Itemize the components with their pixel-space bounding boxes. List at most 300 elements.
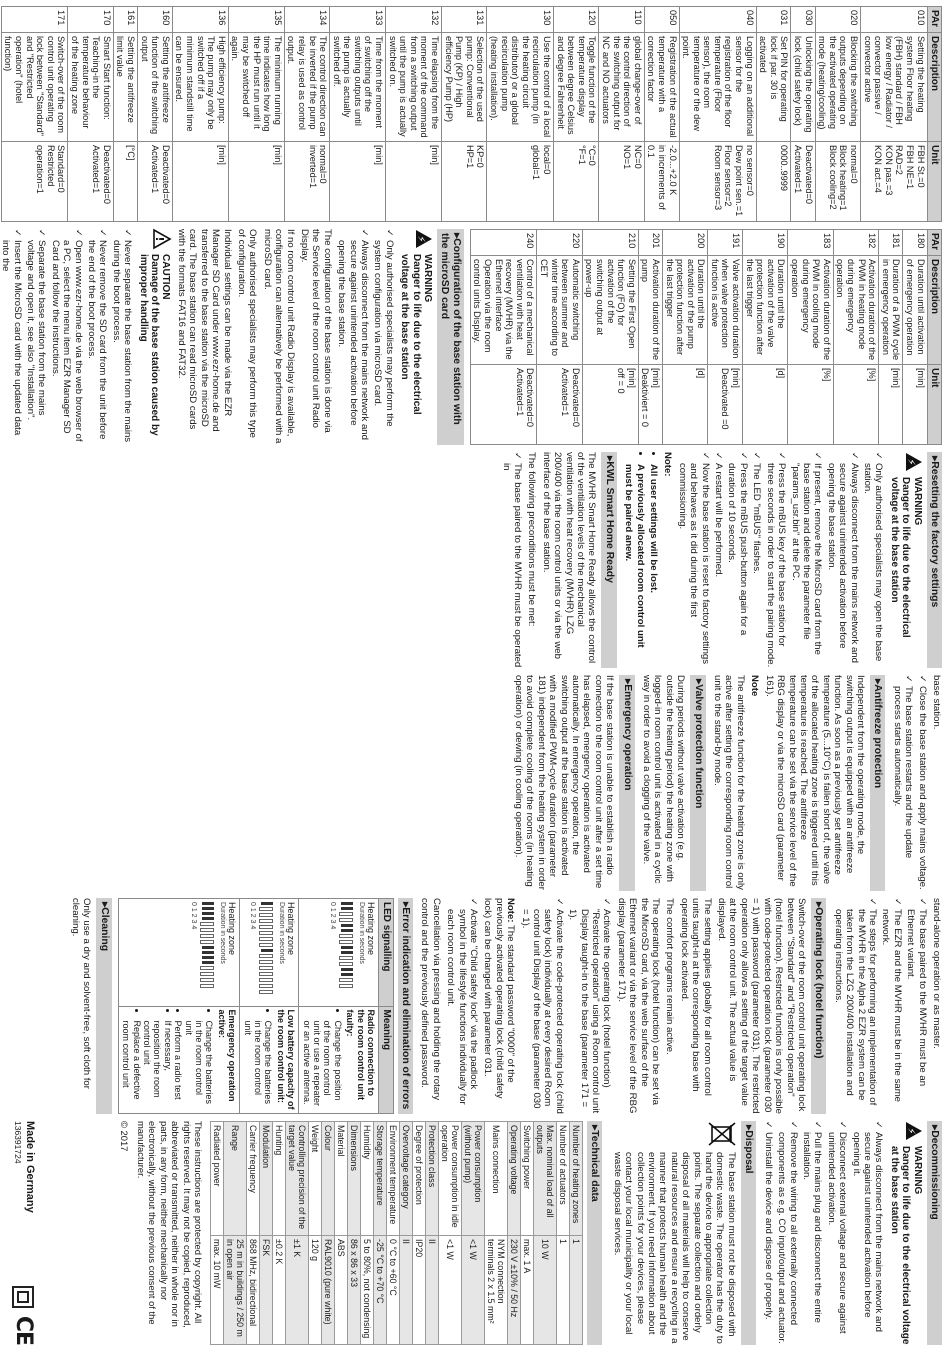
section-reset: ▸ Resetting the factory settings	[927, 452, 942, 668]
led-meaning-title: Emergency operation active:	[216, 1009, 238, 1102]
table-row	[644, 7, 679, 222]
param-unit: [min]	[879, 365, 903, 445]
led-pulse	[202, 907, 214, 910]
led-pulse	[202, 912, 214, 915]
paragraph: stand-alone operation or as master.	[931, 898, 942, 1049]
mvhr-checklist	[832, 898, 927, 1114]
crossed-bin-icon	[707, 1121, 737, 1147]
param-unit: normal=0 Block heating=1 Block cooling=2	[815, 142, 860, 222]
table-row	[815, 7, 860, 222]
param-code: 161	[113, 7, 137, 33]
certification-marks	[12, 1286, 34, 1345]
microsd-checklist	[336, 229, 395, 445]
led-meaning	[240, 1006, 299, 1114]
hotel-checklist	[519, 898, 612, 1114]
paragraph: Individual settings can be made via the EZR Manager SD Card under www.ezr-home.de and transferred to the base station via the microSD card. The base station can read microSD cards with the formats FAT16 and FAT32.	[175, 229, 233, 432]
paragraph: Independent from the operating mode, the switching output is equipped with an antifreeze function. As soon as a previously set antifreeze temperature (5...10°C) is fallen short of, the valve of the allocated heating zone is triggered until this temperature is reached. The antifreeze temperature can be set via the service level of the RBG display or via the microSD card (parameter 161).	[763, 675, 866, 887]
param-unit: [min]	[330, 142, 386, 222]
note-label: Note:	[505, 898, 517, 923]
column-header: PAr	[927, 230, 941, 256]
param-code: 110	[599, 7, 644, 33]
led-pulse	[259, 972, 273, 976]
parameter-table-header	[927, 7, 941, 222]
paragraph: The configuration of the base station is done via the Service level of the room control unit Radio Display.	[298, 229, 333, 433]
table-row	[260, 1122, 273, 1345]
param-unit: [min] off = 0	[582, 365, 638, 445]
list-item: • If necessary, reposition the room control unit	[142, 1021, 173, 1111]
led-pulse	[259, 978, 273, 982]
param-description: Blocking the switching outputs depending on the activated operating mode (heating/cooling)	[815, 33, 860, 142]
table-row	[788, 230, 833, 445]
list-item: ✓ A restart will be performed.	[713, 452, 724, 668]
spec-value: II	[426, 1236, 439, 1345]
param-description: Duration until the activation of the valve protection function after the last trigger	[743, 256, 788, 365]
param-description: Setting the antifreeze function of the switching output	[138, 33, 173, 142]
list-item: ✓ Never remove the SD card from the unit before the end of the boot process.	[86, 229, 109, 445]
param-description: Control of a mechanical ventilation with heat recovery (MVHR) via the Ethernet interface Operation via the room control units Display.	[470, 256, 537, 365]
param-description: Smart Start function: Teaching-in the temperature behaviour of the heating zone	[68, 33, 113, 142]
table-row	[400, 1122, 413, 1345]
spec-value: IP20	[413, 1236, 426, 1345]
param-description: The minimum running time indicates how long the HP must run until it may be switched off again.	[228, 33, 284, 142]
param-code: 010	[861, 7, 928, 33]
table-row	[521, 1122, 534, 1345]
param-unit: 0000..9999	[756, 142, 791, 222]
spec-name: Power consumption (without pump)	[462, 1122, 485, 1236]
list-item: • Replace a defective room control unit	[121, 1021, 142, 1111]
led-table-header: Meaning	[379, 1006, 393, 1114]
table-row	[554, 7, 599, 222]
led-pulse	[341, 929, 353, 932]
reset-checklist	[676, 452, 884, 668]
footer	[12, 1121, 45, 1345]
table-row	[557, 1122, 570, 1345]
section-antifreeze: ▸ Antifreeze protection	[870, 675, 885, 891]
table-row	[462, 1122, 485, 1345]
warning-box	[888, 1121, 922, 1345]
svg-text:⚡: ⚡	[904, 458, 916, 466]
svg-text:⚡: ⚡	[904, 1127, 916, 1135]
led-pulse	[259, 931, 273, 935]
warning-box	[399, 229, 433, 445]
table-row	[534, 1122, 557, 1345]
led-pulse	[200, 922, 214, 926]
led-table-header: LED signalling	[379, 899, 393, 1007]
class-ii-icon	[12, 1286, 34, 1308]
param-description: Activation duration of the PWM in heating mode during emergency operation	[833, 256, 878, 365]
led-pulse	[341, 907, 353, 910]
spec-name: Mains connection	[485, 1122, 508, 1236]
table-row	[322, 1122, 335, 1345]
led-pulse	[259, 984, 273, 988]
spec-name: Environment temperature	[387, 1122, 400, 1236]
led-pulse	[341, 968, 353, 971]
table-row	[470, 230, 537, 445]
led-row	[240, 899, 299, 1114]
led-pulse	[202, 956, 214, 959]
paragraph: Only use a dry and solvent-free, soft cloth for cleaning.	[69, 898, 93, 1089]
column-parameters-1	[3, 6, 942, 222]
warning-title: WARNING	[422, 254, 434, 303]
spec-name: Protection class	[426, 1122, 439, 1236]
list-item: • All user settings will be lost.	[648, 464, 659, 668]
spec-value: 868 MHz, bidirectional	[247, 1236, 260, 1345]
kwl-checklist	[500, 452, 523, 668]
spec-name: Number of heating zones	[570, 1122, 583, 1236]
led-pulse	[339, 984, 353, 988]
param-unit: [%]	[788, 365, 833, 445]
spec-name: Carrier frequency	[247, 1122, 260, 1236]
column-header: Description	[927, 33, 941, 142]
list-item: ✓ The base station restarts and the update process starts automatically.	[891, 675, 914, 891]
list-item: ✓ Always disconnect from the mains network and secure against unintended activation before opening the base station.	[825, 452, 859, 668]
note-list	[623, 452, 659, 668]
warning-triangle-icon	[415, 229, 433, 249]
column-hotel-errors	[8, 898, 942, 1114]
led-remedy-list	[242, 1010, 273, 1111]
led-pulse	[341, 973, 353, 976]
led-pulse	[202, 946, 214, 949]
param-code: 240	[470, 230, 537, 256]
note-title: Note:	[662, 452, 674, 477]
param-description: Duration of a PWM cycle in emergency operation	[879, 256, 903, 365]
spec-value: NYM connection terminals 2 x 1.5 mm²	[485, 1236, 508, 1345]
led-axis-label: Duration in seconds	[218, 902, 226, 964]
column-header: PAr	[927, 7, 941, 33]
warning-box	[888, 452, 922, 668]
led-zone-label: Heating zone	[227, 902, 238, 956]
led-pulse	[200, 978, 214, 982]
paragraph: If no room control unit Radio Display is available, configuration can alternatively be performed with a microSD card.	[261, 229, 296, 444]
ce-mark-icon: CE	[10, 1315, 36, 1345]
table-row	[309, 1122, 322, 1345]
spec-name: Max. nominal load of all outputs	[534, 1122, 557, 1236]
table-row	[487, 7, 554, 222]
spec-value: 120 g	[309, 1236, 322, 1345]
table-row	[442, 7, 487, 222]
spec-name: Modulation	[260, 1122, 273, 1236]
led-pulse	[339, 912, 353, 916]
caution-box	[137, 229, 171, 445]
param-code: 030	[791, 7, 815, 33]
update-checklist	[891, 675, 927, 891]
param-description: Setting the First Open function (FO) for activation of the switching output at power-up	[582, 256, 638, 365]
table-row	[638, 230, 662, 445]
spec-value: II	[400, 1236, 413, 1345]
param-unit: FBH St.=0 FBH NE=1 RAD=2 KON pas.=3 KON act.=4	[861, 142, 928, 222]
spec-value: ±0.2 K	[273, 1236, 286, 1345]
led-pulse	[259, 960, 273, 964]
parameter-table-2	[470, 229, 942, 445]
led-pulse	[259, 966, 273, 970]
led-pulse	[341, 951, 353, 954]
list-item: ✓ Pull the mains plug and disconnect the entire installation.	[801, 1121, 824, 1345]
param-description: Activation duration of the PWM in cooling mode during emergency operation	[788, 256, 833, 365]
param-description: Setting the antifreeze limit value	[113, 33, 137, 142]
parameter-table-header	[927, 230, 941, 445]
table-row	[172, 7, 228, 222]
param-unit: Deactivated=0 Activated=1	[138, 142, 173, 222]
spec-name: Switching power	[521, 1122, 534, 1236]
warning-title: WARNING	[911, 1146, 923, 1195]
led-pattern	[299, 899, 379, 1007]
led-pattern	[240, 899, 299, 1007]
paragraph: The base station must not be disposed with domestic waste. The operator has the duty to hand the device to appropriate collection points. The separate collection and orderly disposal of all materials will help to conserve natural resources and ensure a recycling in a manner that protects human health and the environment. If you need information about collection points for your devices, please contact your local municipality or your local waste disposal services.	[611, 1152, 737, 1344]
param-code: 220	[537, 230, 582, 256]
led-pulse	[259, 913, 273, 917]
list-item: ✓ Activate "Child safety lock" via the padlock symbol in the lifestyle functions individually for each room control unit.	[445, 898, 479, 1114]
spec-value: 1	[570, 1236, 583, 1345]
led-pulse	[259, 919, 273, 923]
table-row	[228, 7, 284, 222]
spec-value: 86 x 86 x 33	[348, 1236, 361, 1345]
param-unit: [d]	[743, 365, 788, 445]
param-code: 132	[386, 7, 442, 33]
table-row	[570, 1122, 583, 1345]
table-row	[903, 230, 927, 445]
param-unit: -2.0...+2.0 K in increments of 0.1	[644, 142, 679, 222]
param-unit: Deactivated=0 Activated=1	[470, 365, 537, 445]
led-table-body	[118, 899, 378, 1114]
list-item: ✓ Remove the wiring to all externally connected components as e.g. CO input/output and actuator.	[776, 1121, 799, 1345]
param-description: Unlocking the operating lock (child safety lock)	[791, 33, 815, 142]
param-description: Time from the moment of switching off the switching outputs until the pump is actually switched off.	[330, 33, 386, 142]
param-code: 181	[879, 230, 903, 256]
spec-name: Dimensions	[348, 1122, 361, 1236]
list-item: • A previously allocated room control unit must be paired anew.	[623, 464, 646, 668]
table-row	[879, 230, 903, 445]
column-parameters-2	[0, 229, 942, 445]
table-row	[582, 230, 638, 445]
led-remedy-list	[121, 1010, 215, 1111]
param-description: Registration of the actual temperature with a correction factor	[644, 33, 679, 142]
table-row	[679, 7, 756, 222]
param-unit: [%]	[833, 365, 878, 445]
list-item: ✓ Always disconnect from the mains network and secure against unintended activation before opening the base station.	[336, 229, 370, 445]
table-row	[599, 7, 644, 222]
parameter-table-body	[470, 230, 927, 445]
section-valve-protection: ▸ Valve protection function	[690, 675, 705, 891]
param-description: Selection of the used pump: Conventional Pump (KP) / High efficiency Pump (HP)	[442, 33, 487, 142]
param-description: High efficiency pump: The pump may only be switched off if a minimum standstill time can be ensured.	[172, 33, 228, 142]
table-row	[791, 7, 815, 222]
table-row	[247, 1122, 260, 1345]
spec-value: <1 W	[462, 1236, 485, 1345]
param-code: 040	[679, 7, 756, 33]
list-item: ✓ Separate the base station from the mains voltage and open it, see also "Installation".	[25, 229, 48, 445]
warning-triangle-icon	[905, 452, 923, 472]
parameter-table-body	[1, 7, 927, 222]
list-item: ✓ Only authorised specialists may perform the system configuration via microSD card.	[372, 229, 395, 445]
table-row	[485, 1122, 508, 1345]
paragraph: The comfort programs remain active.	[664, 898, 676, 1055]
note-paragraph	[482, 898, 516, 1114]
column-header: Description	[927, 256, 941, 365]
led-blink-bars	[259, 902, 273, 1003]
led-meaning	[118, 1006, 239, 1114]
paragraph: If the base station is unable to establish a radio connection to the room control unit after a set time has elapsed, emergency operation is activated automatically. In emergency operation, the switching output at the base station is activated with a modified PWM-cycle duration (parameter 181) independent from the heating system in order to avoid complete cooling of the rooms (in heating operation) or dewing (in cooling operation).	[513, 675, 616, 890]
spec-name: Humidity	[361, 1122, 374, 1236]
led-pulse	[200, 928, 214, 932]
param-description: Valve activation duration when valve protection function is active	[708, 256, 743, 365]
param-code: 170	[68, 7, 113, 33]
led-pulse	[259, 925, 273, 929]
param-unit: [min]	[228, 142, 284, 222]
section-cleaning: ▸ Cleaning	[96, 898, 111, 1114]
param-code: 130	[487, 7, 554, 33]
led-pulse	[339, 962, 353, 966]
led-axis-ticks: 0 1 2 3 4	[329, 902, 337, 930]
spec-name: Weight	[309, 1122, 322, 1236]
list-item: ✓ Press the mBUS push-button again for a duration of 10 seconds.	[726, 452, 749, 668]
param-code: 131	[442, 7, 487, 33]
section-emergency: ▸ Emergency operation	[619, 675, 634, 891]
param-unit: [min]	[172, 142, 228, 222]
section-disposal: ▸ Disposal	[741, 1121, 756, 1345]
svg-text:⚡: ⚡	[415, 235, 427, 243]
param-unit: [°C]	[113, 142, 137, 222]
table-row	[273, 1122, 286, 1345]
list-item: ✓ Activate the code-protected operating lock (child safety lock) individually at every desired Room control unit Display of the base (parameter 030 = 1).	[519, 898, 565, 1114]
led-pulse	[339, 956, 353, 960]
warning-triangle-icon	[905, 1121, 923, 1141]
param-code: 050	[644, 7, 679, 33]
decommissioning-checklist	[762, 1121, 884, 1345]
led-axis-label: Duration in seconds	[277, 902, 285, 964]
led-pulse	[339, 978, 353, 982]
param-description: Automatic switching between summer and winter time according to CET	[537, 256, 582, 365]
parameter-table-1	[1, 6, 942, 222]
param-code: 031	[756, 7, 791, 33]
spec-name: Range	[224, 1122, 247, 1236]
column-reset	[8, 452, 942, 668]
spec-name: Hunting	[273, 1122, 286, 1236]
param-unit: [min]	[386, 142, 442, 222]
table-row	[138, 7, 173, 222]
table-row	[756, 7, 791, 222]
list-item: • Perform a radio test	[173, 1021, 183, 1111]
led-pattern	[118, 899, 239, 1007]
param-code: 160	[138, 7, 173, 33]
led-pulse	[200, 972, 214, 976]
spec-name: Degree of protection	[413, 1122, 426, 1236]
led-pulse	[259, 907, 273, 911]
led-pulse	[339, 940, 353, 944]
warning-text: Danger to life due to the electrical voltage at the base station	[888, 1146, 912, 1345]
note-text: The standard password "0000" of the previously activated operating lock (child safety lock) can be changed with parameter 031.	[482, 898, 517, 1099]
param-unit: normal=0 inverted=1	[284, 142, 329, 222]
list-item: ✓ Disconnect external voltage and secure against unintended activation.	[825, 1121, 848, 1345]
table-row	[348, 1122, 361, 1345]
param-code: 182	[833, 230, 878, 256]
technical-data-table	[210, 1121, 583, 1345]
paragraph: Only authorised specialists may perform this type of configuration.	[235, 229, 259, 439]
list-item: • Change the batteries in the room control unit	[183, 1021, 214, 1111]
list-item: ✓ Only authorised specialists may open the base station.	[862, 452, 885, 668]
note-title: Note	[749, 675, 761, 697]
spec-name: Controlling precision of the target value	[286, 1122, 309, 1236]
led-pulse	[259, 990, 273, 994]
table-row	[330, 7, 386, 222]
param-description: Switch-over of the room control unit operating lock between "Standard" and "Restricted operation" (hotel function)	[1, 33, 68, 142]
section-technical-data: ▸ Technical data	[587, 1121, 602, 1345]
list-item: ✓ If present, remove the MicroSD card from the base station and delete the parameter file "params_usr.bin" at the PC.	[789, 452, 823, 668]
param-unit: Deactivated=0 Activated=1	[791, 142, 815, 222]
warning-text: Danger to life due to the electrical voltage at the base station	[888, 477, 912, 638]
led-zone-label: Heating zone	[366, 902, 377, 956]
spec-value: 1	[557, 1236, 570, 1345]
param-code: 133	[330, 7, 386, 33]
table-row	[286, 1122, 309, 1345]
led-pulse	[259, 937, 273, 941]
led-meaning-title: Low battery capacity of the room control unit:	[275, 1009, 297, 1110]
table-row	[537, 230, 582, 445]
param-code: 210	[582, 230, 638, 256]
led-row	[118, 899, 239, 1114]
param-description: Activation duration of the pump	[638, 256, 662, 365]
param-description: Setting the heating system Floor heating (FBH) standard / FBH low energy / Radiator / convector passive / convector active	[861, 33, 928, 142]
led-pulse	[200, 934, 214, 938]
led-zone-label: Heating zone	[286, 902, 297, 956]
param-description: Logging on an additional sensor for the registration of the floor temperature (Floor sensor), the room temperature or the dew point.	[679, 33, 756, 142]
spec-value: 230 V ±10% / 50 Hz	[508, 1236, 521, 1345]
led-pulse	[259, 943, 273, 947]
table-row	[861, 7, 928, 222]
param-code: 183	[788, 230, 833, 256]
spec-value: max. 1 A	[521, 1236, 534, 1345]
table-row	[386, 7, 442, 222]
param-description: Time elapsing from the moment of the command from a switching output until the pump is actually switched on.	[386, 33, 442, 142]
list-item: ✓ Close the base station and apply mains voltage.	[916, 675, 927, 891]
spec-value: -25 °C to +70 °C	[374, 1236, 387, 1345]
spec-value: FSK	[260, 1236, 273, 1345]
paragraph: Switch-over of the room control unit operating lock between "Standard" and "Restricted operation" (hotel function). Restricted function is only possible with code-protected operation lock (parameter 030 = 1) with password (parameter 031). The restricted operation only allows a setting of the target value at the room control unit. The actual value is displayed.	[716, 898, 807, 1114]
paragraph: The following preconditions must be met:	[526, 452, 538, 627]
param-unit: KP=0 HP=1	[442, 142, 487, 222]
column-functions	[8, 675, 942, 891]
led-pulse	[341, 924, 353, 927]
led-pulse	[200, 966, 214, 970]
section-kwl: ▸ KWL Smart Home Ready	[601, 452, 616, 668]
section-errors: ▸ Error indication and elimination of errors	[398, 898, 413, 1114]
caution-title: CAUTION	[160, 254, 172, 300]
param-unit: NC=0 NO=1	[599, 142, 644, 222]
list-item: • Change the batteries in the room control unit	[242, 1021, 273, 1111]
led-blink-bars	[200, 902, 214, 1003]
led-pulse	[200, 984, 214, 988]
param-code: 200	[662, 230, 707, 256]
paragraph: The MVHR Smart Home Ready allows the control of the ventilation levels of the mechanical ventilation with heat recovery (MVHR) LZG 200/400 via the room control units or via the web interface of the base station.	[540, 452, 598, 664]
table-row	[508, 1122, 521, 1345]
param-description: Duration until the activation of the pump protection function after the last trigger	[662, 256, 707, 365]
spec-name: Storage temperature	[374, 1122, 387, 1236]
table-row	[833, 230, 878, 445]
spec-name: Radiated power	[211, 1122, 224, 1236]
param-description: The control direction can be inverted if the pump relay is used as control output.	[284, 33, 329, 142]
list-item: • Change the position of the room control unit or use a repeater or an active antenna.	[301, 1021, 343, 1111]
table-row	[335, 1122, 348, 1345]
param-code: 135	[228, 7, 284, 33]
spec-value: 0 °C to +60 °C	[387, 1236, 400, 1345]
param-code: 171	[1, 7, 68, 33]
disposal-block	[608, 1121, 736, 1345]
param-code: 190	[743, 230, 788, 256]
spec-name: Number of actuators	[557, 1122, 570, 1236]
caution-triangle-icon	[154, 229, 172, 249]
paragraph: The operating lock (hotel function) can be set via the MicroSD card, via the web surface of the Ethernet variant or via the service level of the RBG display (parameter 171).	[615, 898, 662, 1114]
paragraph: During periods without valve activation (e.g. outside the heating period) the heating zone with logged-in room control unit is activated in a cyclic way in order to avoid a clogging of the valve.	[641, 675, 687, 884]
param-unit: local=0 global=1	[487, 142, 554, 222]
